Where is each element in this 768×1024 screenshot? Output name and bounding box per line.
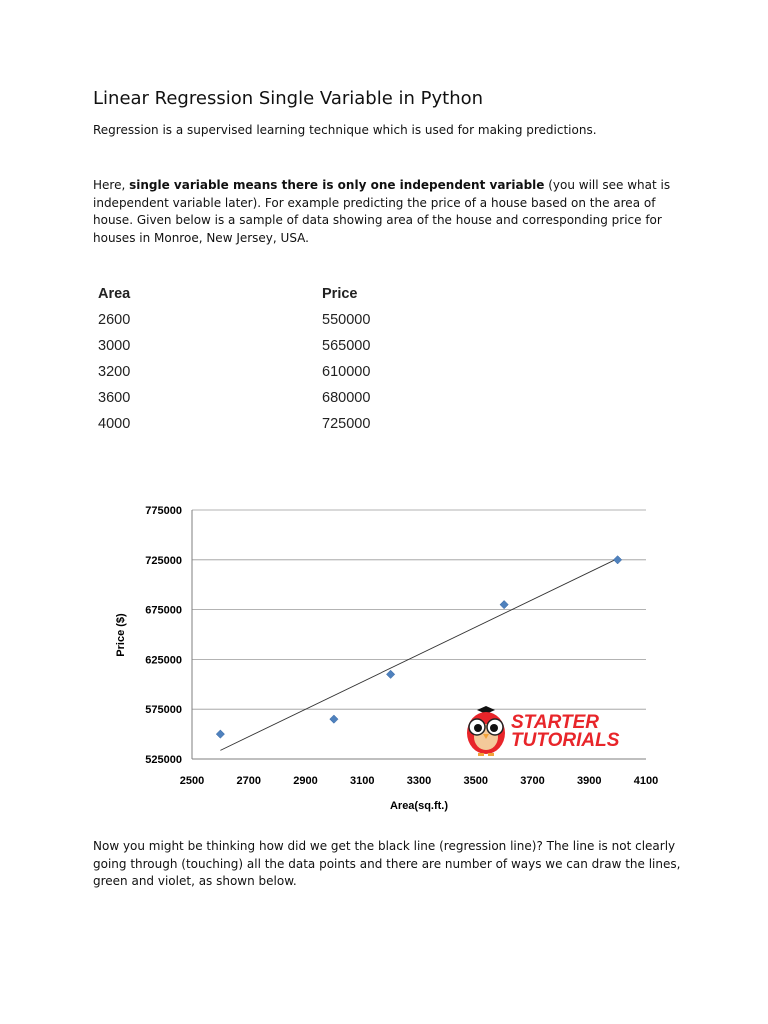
x-axis-label: Area(sq.ft.) xyxy=(389,800,449,812)
x-tick-label: 3300 xyxy=(406,775,432,787)
cell-price: 725000 xyxy=(322,416,371,432)
intro-paragraph: Regression is a supervised learning technique which is used for making predictions. xyxy=(93,123,597,137)
definition-paragraph xyxy=(93,177,683,247)
x-tick-label: 3100 xyxy=(350,775,375,787)
cell-area: 3600 xyxy=(98,390,131,406)
definition-bold: single variable means there is only one independent variable xyxy=(129,178,545,192)
page-title: Linear Regression Single Variable in Python xyxy=(93,88,484,109)
cell-area: 4000 xyxy=(98,416,131,432)
cell-price: 550000 xyxy=(322,312,371,328)
y-axis-label: Price ($) xyxy=(115,613,127,657)
cell-price: 680000 xyxy=(322,390,371,406)
x-tick-label: 3500 xyxy=(463,775,488,787)
x-tick-label: 2700 xyxy=(236,775,261,787)
y-tick-label: 625000 xyxy=(145,654,182,667)
definition-rest: (you will see what is independent variable later). For example predicting the price of a house based on the area of house. Given below is a sample of data showing area of the house and corresponding price for houses in Monroe, New Jersey, USA. xyxy=(93,178,671,245)
logo-text-line1: STARTER xyxy=(511,712,599,733)
y-tick-label: 525000 xyxy=(145,754,182,766)
header-price: Price xyxy=(322,286,358,302)
logo-text-line2: TUTORIALS xyxy=(511,730,620,751)
definition-lead: Here, xyxy=(93,178,130,192)
grid-layer xyxy=(192,510,646,709)
cell-price: 565000 xyxy=(322,338,371,354)
closing-paragraph: Now you might be thinking how did we get the black line (regression line)? The line is not clearly going through (touching) all the data points and there are number of ways we can draw the lines, green and violet, as shown below. xyxy=(93,839,681,888)
cell-area: 3000 xyxy=(98,338,131,354)
cell-price: 610000 xyxy=(322,364,371,380)
x-tick-label: 4100 xyxy=(633,775,659,787)
data-point xyxy=(386,670,394,678)
scatter-chart xyxy=(105,498,675,823)
x-tick-label: 3700 xyxy=(520,775,545,787)
point-layer xyxy=(216,556,622,739)
data-point xyxy=(330,715,338,723)
data-point xyxy=(216,730,224,738)
x-tick-label: 2500 xyxy=(179,775,205,787)
header-area: Area xyxy=(98,286,131,302)
data-point xyxy=(613,556,621,564)
cell-area: 2600 xyxy=(98,312,131,328)
x-tick-label: 2900 xyxy=(293,775,318,787)
y-tick-label: 775000 xyxy=(145,505,182,517)
starter-tutorials-logo xyxy=(467,706,620,756)
y-tick-label: 575000 xyxy=(145,704,182,717)
owl-icon xyxy=(467,706,505,756)
cell-area: 3200 xyxy=(98,364,131,380)
data-point xyxy=(500,600,508,608)
x-tick-label: 3900 xyxy=(577,775,602,787)
y-tick-label: 675000 xyxy=(145,604,182,617)
y-tick-label: 725000 xyxy=(145,554,182,567)
